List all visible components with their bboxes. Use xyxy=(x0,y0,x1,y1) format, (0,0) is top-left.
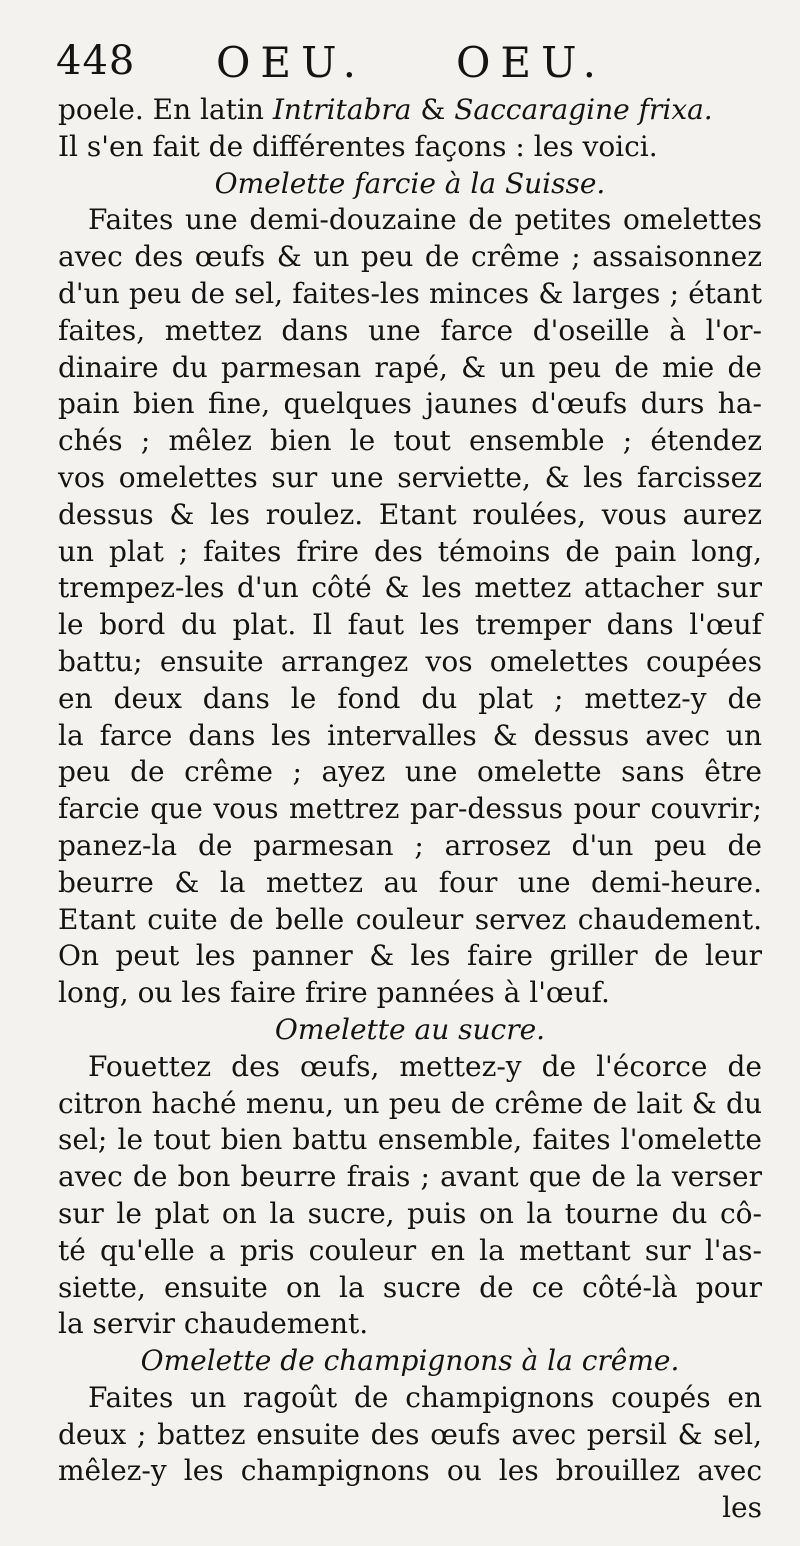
text-line: citron haché menu, un peu de crême de lait & du xyxy=(58,1086,762,1120)
text-line: sur le plat on la sucre, puis on la tourne du cô- xyxy=(58,1196,762,1230)
section-heading: Omelette de champignons à la crême. xyxy=(140,1344,680,1378)
section-heading: Omelette au sucre. xyxy=(274,1012,546,1046)
text-line: la farce dans les intervalles & dessus avec un xyxy=(58,718,762,752)
text-line: faites, mettez dans une farce d'oseille à l'or- xyxy=(58,313,762,347)
text-line: mêlez-y les champignons ou les brouillez avec xyxy=(58,1454,762,1488)
text-line: pain bien fine, quelques jaunes d'œufs durs ha- xyxy=(58,387,762,421)
text-line: dessus & les roulez. Etant roulées, vous aurez xyxy=(58,497,762,531)
text-line: d'un peu de sel, faites-les minces & larges ; étant xyxy=(58,276,762,310)
text-line: la servir chaudement. xyxy=(58,1307,369,1341)
text-line: On peut les panner & les faire griller de leur xyxy=(58,939,762,973)
text-line: en deux dans le fond du plat ; mettez-y de xyxy=(58,681,762,715)
text-line: vos omelettes sur une serviette, & les farcissez xyxy=(58,460,762,494)
page-number: 448 xyxy=(56,38,136,84)
text-line: battu; ensuite arrangez vos omelettes coupées xyxy=(58,644,762,678)
text-line: farcie que vous mettrez par-dessus pour couvrir; xyxy=(58,792,762,826)
text-line: dinaire du parmesan rapé, & un peu de mie de xyxy=(58,350,762,384)
text-line: Faites un ragoût de champignons coupés en xyxy=(88,1380,762,1414)
text-line: avec des œufs & un peu de crême ; assaisonnez xyxy=(58,240,762,274)
text-line: peu de crême ; ayez une omelette sans être xyxy=(58,755,762,789)
text-line: beurre & la mettez au four une demi-heure. xyxy=(58,865,762,899)
section-heading: Omelette farcie à la Suisse. xyxy=(214,166,606,200)
page-body xyxy=(58,92,762,1527)
text-line: Fouettez des œufs, mettez-y de l'écorce de xyxy=(88,1049,762,1083)
running-head-right: OEU. xyxy=(456,38,606,87)
text-line: Il s'en fait de différentes façons : les voici. xyxy=(58,129,658,163)
running-head-left: OEU. xyxy=(216,38,366,87)
catchword: les xyxy=(722,1491,762,1525)
text-line: sel; le tout bien battu ensemble, faites l'omelette xyxy=(58,1123,762,1157)
text-line: le bord du plat. Il faut les tremper dans l'œuf xyxy=(58,608,762,642)
text-line: trempez-les d'un côté & les mettez attacher sur xyxy=(58,571,762,605)
text-line: chés ; mêlez bien le tout ensemble ; étendez xyxy=(58,424,762,458)
text-line: Faites une demi-douzaine de petites omelettes xyxy=(88,203,762,237)
text-line: poele. En latin Intritabra & Saccaragine frixa. xyxy=(58,93,713,126)
page-header xyxy=(56,38,776,100)
text-line: siette, ensuite on la sucre de ce côté-là pour xyxy=(58,1270,762,1304)
text-line: deux ; battez ensuite des œufs avec persil & sel, xyxy=(58,1417,762,1451)
text-line: avec de bon beurre frais ; avant que de la verser xyxy=(58,1160,762,1194)
text-line: un plat ; faites frire des témoins de pain long, xyxy=(58,534,762,568)
text-line: Etant cuite de belle couleur servez chaudement. xyxy=(58,902,762,936)
text-line: té qu'elle a pris couleur en la mettant sur l'as- xyxy=(58,1233,762,1267)
text-line: long, ou les faire frire pannées à l'œuf. xyxy=(58,976,610,1010)
text-line: panez-la de parmesan ; arrosez d'un peu de xyxy=(58,828,762,862)
